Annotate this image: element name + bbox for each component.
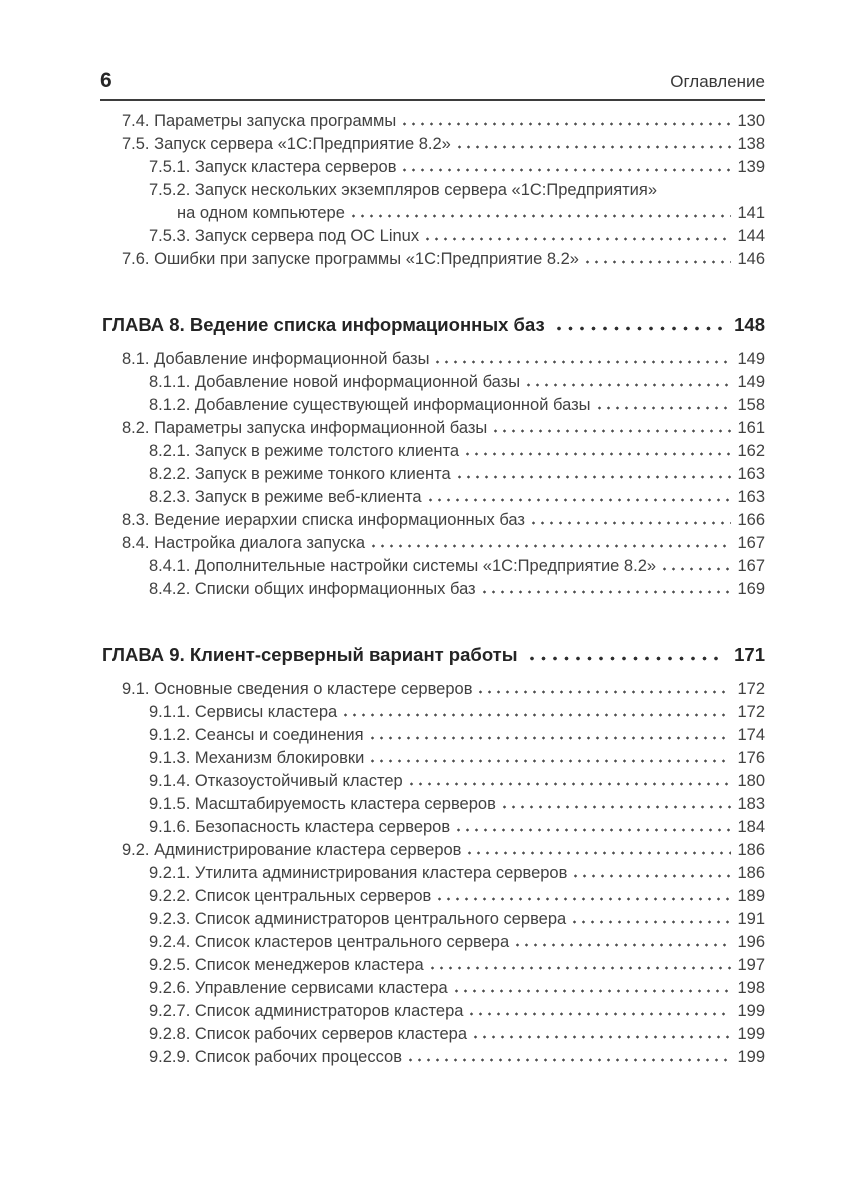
- toc-entry-page-number: 174: [737, 726, 765, 744]
- dot-leader: [458, 145, 732, 149]
- toc-entry-text: 8.4.1. Дополнительные настройки системы «1С:Предприятие 8.2»: [149, 557, 657, 575]
- toc-chapter-heading: [100, 640, 765, 670]
- dot-leader: [403, 168, 731, 172]
- toc-entry: [100, 202, 765, 225]
- toc-entry-page-number: 184: [737, 818, 765, 836]
- dot-leader: [371, 759, 731, 763]
- dot-leader: [438, 897, 731, 901]
- toc-entry: [100, 816, 765, 839]
- toc-entry-page-number: 146: [737, 250, 765, 268]
- toc-entry-text: 9.1.5. Масштабируемость кластера серверов: [149, 795, 496, 813]
- toc-chapter-heading: [100, 310, 765, 340]
- toc-entry-page-number: 180: [737, 772, 765, 790]
- toc-entry: [100, 248, 765, 271]
- toc-entry-page-number: 199: [737, 1048, 765, 1066]
- dot-leader: [457, 828, 731, 832]
- toc-entry: [100, 179, 765, 202]
- toc-entry-text: 9.2.2. Список центральных серверов: [149, 887, 432, 905]
- toc-entry: [100, 931, 765, 954]
- toc-entry: [100, 486, 765, 509]
- toc-entry-page-number: 176: [737, 749, 765, 767]
- toc-entry-page-number: 186: [737, 841, 765, 859]
- toc-entry-text: 8.1.2. Добавление существующей информационной базы: [149, 396, 591, 414]
- toc: [100, 110, 765, 1069]
- toc-entry-page-number: 172: [737, 703, 765, 721]
- dot-leader: [573, 920, 731, 924]
- toc-entry-page-number: 186: [737, 864, 765, 882]
- toc-section: [100, 310, 765, 601]
- toc-entry: [100, 862, 765, 885]
- toc-entry-page-number: 163: [737, 488, 765, 506]
- dot-leader: [479, 690, 731, 694]
- toc-entry-text: 8.2.2. Запуск в режиме тонкого клиента: [149, 465, 451, 483]
- toc-entry: [100, 156, 765, 179]
- toc-section: [100, 110, 765, 271]
- toc-entry-page-number: 199: [737, 1025, 765, 1043]
- toc-entry-text: 9.2.6. Управление сервисами кластера: [149, 979, 448, 997]
- toc-entry-text: 9.2.4. Список кластеров центрального сервера: [149, 933, 510, 951]
- toc-entry: [100, 555, 765, 578]
- toc-entry-text: 8.2. Параметры запуска информационной базы: [122, 419, 488, 437]
- toc-entry-text: 8.4. Настройка диалога запуска: [122, 534, 366, 552]
- dot-leader: [516, 943, 731, 947]
- toc-entry-page-number: 189: [737, 887, 765, 905]
- toc-entry: [100, 371, 765, 394]
- toc-entry-page-number: 167: [737, 534, 765, 552]
- toc-entry-page-number: 169: [737, 580, 765, 598]
- toc-entry-page-number: 191: [737, 910, 765, 928]
- toc-entry-page-number: 197: [737, 956, 765, 974]
- toc-entry-text: 8.1. Добавление информационной базы: [122, 350, 430, 368]
- dot-leader: [532, 521, 731, 525]
- toc-entry: [100, 1023, 765, 1046]
- toc-entry-page-number: 163: [737, 465, 765, 483]
- toc-entry-text: на одном компьютере: [177, 204, 345, 222]
- dot-leader: [663, 567, 731, 571]
- toc-entry-text: 8.2.3. Запуск в режиме веб-клиента: [149, 488, 422, 506]
- toc-entry-text: 8.2.1. Запуск в режиме толстого клиента: [149, 442, 460, 460]
- toc-entry: [100, 839, 765, 862]
- dot-leader: [436, 360, 731, 364]
- running-head: [100, 70, 765, 101]
- toc-entry-page-number: 139: [737, 158, 765, 176]
- toc-entry-text: 9.2. Администрирование кластера серверов: [122, 841, 462, 859]
- toc-entry-text: 9.2.7. Список администраторов кластера: [149, 1002, 464, 1020]
- toc-entry: [100, 977, 765, 1000]
- toc-entry: [100, 578, 765, 601]
- toc-entry-page-number: 198: [737, 979, 765, 997]
- toc-entry-page-number: 167: [737, 557, 765, 575]
- toc-entry: [100, 440, 765, 463]
- toc-entry: [100, 954, 765, 977]
- toc-chapter-title: ГЛАВА 9. Клиент-серверный вариант работы: [102, 644, 518, 665]
- dot-leader: [494, 429, 731, 433]
- toc-entry-page-number: 144: [737, 227, 765, 245]
- toc-entry: [100, 724, 765, 747]
- toc-entry-text: 7.5.1. Запуск кластера серверов: [149, 158, 397, 176]
- toc-entry-page-number: 161: [737, 419, 765, 437]
- dot-leader: [431, 966, 732, 970]
- dot-leader: [410, 782, 732, 786]
- toc-chapter-page-number: 171: [734, 644, 765, 665]
- toc-entry-text: 8.1.1. Добавление новой информационной базы: [149, 373, 521, 391]
- dot-leader: [598, 406, 732, 410]
- toc-entry-text: 9.1. Основные сведения о кластере серверов: [122, 680, 473, 698]
- dot-leader: [371, 736, 732, 740]
- toc-entry: [100, 701, 765, 724]
- toc-entry-text: 7.6. Ошибки при запуске программы «1С:Предприятие 8.2»: [122, 250, 579, 268]
- toc-entry-text: 9.1.1. Сервисы кластера: [149, 703, 338, 721]
- toc-entry-text: 8.3. Ведение иерархии списка информационных баз: [122, 511, 525, 529]
- dot-leader: [474, 1035, 731, 1039]
- toc-entry-text: 9.1.3. Механизм блокировки: [149, 749, 365, 767]
- toc-entry: [100, 348, 765, 371]
- toc-entry-page-number: 149: [737, 373, 765, 391]
- toc-entry: [100, 110, 765, 133]
- toc-entry-text: 9.2.1. Утилита администрирования кластера серверов: [149, 864, 568, 882]
- toc-entry: [100, 1046, 765, 1069]
- toc-entry-text: 9.2.5. Список менеджеров кластера: [149, 956, 424, 974]
- dot-leader: [352, 214, 732, 218]
- toc-entry-page-number: 172: [737, 680, 765, 698]
- dot-leader: [557, 326, 724, 331]
- toc-entry: [100, 133, 765, 156]
- folio-page-number: 6: [100, 69, 112, 92]
- dot-leader: [530, 656, 725, 661]
- dot-leader: [574, 874, 731, 878]
- toc-entry-text: 9.2.8. Список рабочих серверов кластера: [149, 1025, 468, 1043]
- toc-entry-page-number: 130: [737, 112, 765, 130]
- toc-entry-text: 8.4.2. Списки общих информационных баз: [149, 580, 476, 598]
- dot-leader: [458, 475, 732, 479]
- toc-entry-page-number: 183: [737, 795, 765, 813]
- dot-leader: [468, 851, 731, 855]
- dot-leader: [503, 805, 732, 809]
- toc-entry-page-number: 141: [737, 204, 765, 222]
- toc-entry: [100, 678, 765, 701]
- toc-entry-page-number: 149: [737, 350, 765, 368]
- toc-entry-text: 9.1.4. Отказоустойчивый кластер: [149, 772, 403, 790]
- dot-leader: [470, 1012, 731, 1016]
- dot-leader: [372, 544, 731, 548]
- toc-entry: [100, 532, 765, 555]
- toc-entry-text: 9.2.3. Список администраторов центрального сервера: [149, 910, 567, 928]
- dot-leader: [455, 989, 732, 993]
- toc-entry: [100, 394, 765, 417]
- dot-leader: [403, 122, 731, 126]
- toc-entry: [100, 463, 765, 486]
- dot-leader: [483, 590, 732, 594]
- toc-entry: [100, 770, 765, 793]
- toc-chapter-page-number: 148: [734, 314, 765, 335]
- toc-section: [100, 640, 765, 1069]
- dot-leader: [429, 498, 732, 502]
- toc-entry-text: 7.5.3. Запуск сервера под ОС Linux: [149, 227, 420, 245]
- toc-entry-text: 9.2.9. Список рабочих процессов: [149, 1048, 402, 1066]
- toc-entry-page-number: 158: [737, 396, 765, 414]
- toc-entry-text: 9.1.2. Сеансы и соединения: [149, 726, 364, 744]
- toc-entry-text: 9.1.6. Безопасность кластера серверов: [149, 818, 451, 836]
- toc-entry-text: 7.5. Запуск сервера «1С:Предприятие 8.2»: [122, 135, 451, 153]
- toc-entry: [100, 908, 765, 931]
- toc-entry: [100, 793, 765, 816]
- toc-entry-text: 7.4. Параметры запуска программы: [122, 112, 397, 130]
- toc-entry: [100, 1000, 765, 1023]
- toc-entry-page-number: 196: [737, 933, 765, 951]
- toc-entry: [100, 509, 765, 532]
- toc-entry-page-number: 199: [737, 1002, 765, 1020]
- dot-leader: [409, 1058, 731, 1062]
- dot-leader: [466, 452, 731, 456]
- toc-chapter-title: ГЛАВА 8. Ведение списка информационных баз: [102, 314, 545, 335]
- toc-entry: [100, 885, 765, 908]
- toc-entry: [100, 225, 765, 248]
- toc-entry-page-number: 166: [737, 511, 765, 529]
- toc-entry-text: 7.5.2. Запуск нескольких экземпляров сервера «1С:Предприятия»: [149, 181, 658, 199]
- dot-leader: [527, 383, 731, 387]
- toc-entry-page-number: 162: [737, 442, 765, 460]
- toc-entry: [100, 747, 765, 770]
- running-head-title: Оглавление: [670, 72, 765, 91]
- dot-leader: [586, 260, 732, 264]
- dot-leader: [344, 713, 731, 717]
- toc-entry: [100, 417, 765, 440]
- toc-entry-page-number: 138: [737, 135, 765, 153]
- dot-leader: [426, 237, 731, 241]
